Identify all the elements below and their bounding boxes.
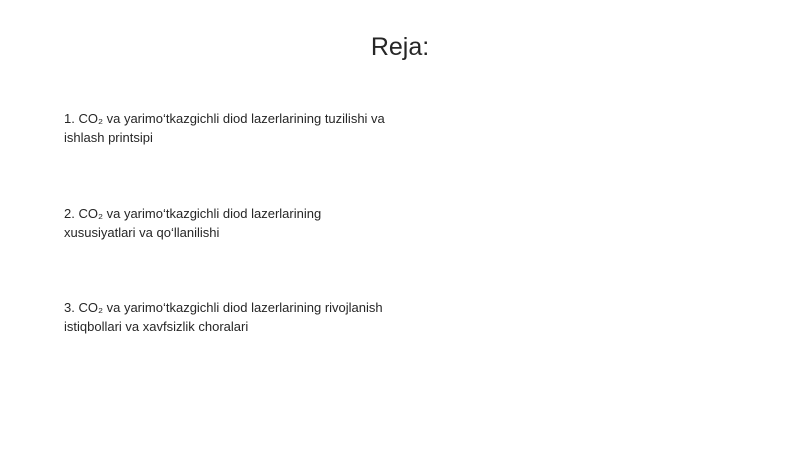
plan-item-line: istiqbollari va xavfsizlik choralari xyxy=(64,319,249,334)
plan-item-line: 1. CO₂ va yarimo‘tkazgichli diod lazerlarining tuzilishi va xyxy=(64,111,385,126)
plan-item-2 xyxy=(64,204,414,242)
plan-item-line: 3. CO₂ va yarimo‘tkazgichli diod lazerlarining rivojlanish xyxy=(64,300,383,315)
plan-item-3 xyxy=(64,298,414,336)
plan-item-line: 2. CO₂ va yarimo‘tkazgichli diod lazerlarining xyxy=(64,206,322,221)
plan-item-line: xususiyatlari va qo‘llanilishi xyxy=(64,225,220,240)
slide-title: Reja: xyxy=(370,33,430,61)
plan-item-1 xyxy=(64,109,414,147)
plan-item-line: ishlash printsipi xyxy=(64,130,153,145)
